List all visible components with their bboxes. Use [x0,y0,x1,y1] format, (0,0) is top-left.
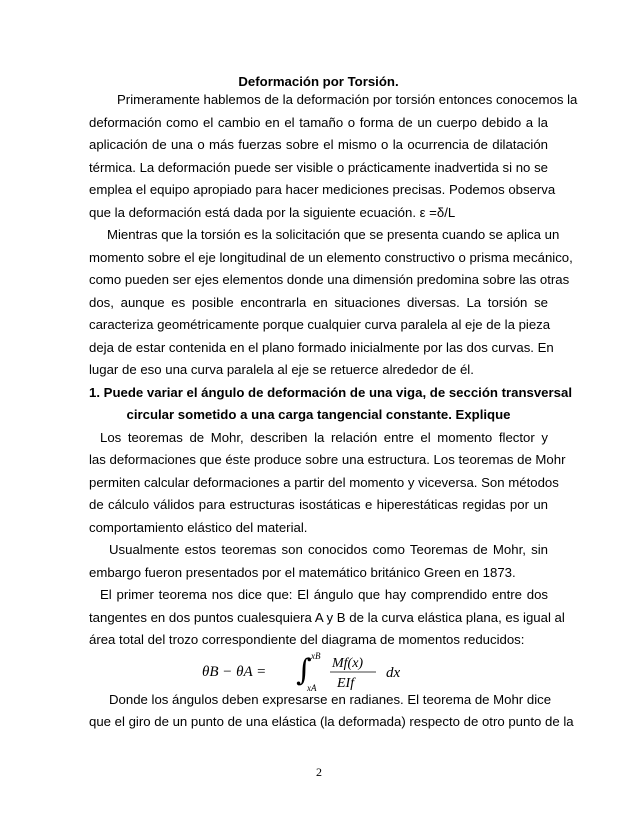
paragraph-line: momento sobre el eje longitudinal de un elemento constructivo o prisma mecánico, [89,250,573,265]
document-title: Deformación por Torsión. [238,74,399,89]
paragraph-line: El primer teorema nos dice que: El ángulo que hay comprendido entre dos [100,587,548,602]
paragraph-line: de cálculo válidos para estructuras isostáticas e hiperestáticas regidas por un [89,497,548,512]
paragraph-line: las deformaciones que éste produce sobre una estructura. Los teoremas de Mohr [89,452,566,467]
page-number: 2 [316,765,322,779]
paragraph-line: área total del trozo correspondiente del diagrama de momentos reducidos: [89,632,525,647]
paragraph-line: embargo fueron presentados por el matemático británico Green en 1873. [89,565,516,580]
question-heading: circular sometido a una carga tangencial constante. Explique [126,407,511,422]
question-heading: 1. Puede variar el ángulo de deformación de una viga, de sección transversal [89,385,572,400]
paragraph-line: aplicación de una o más fuerzas sobre el mismo o la ocurrencia de dilatación [89,137,548,152]
paragraph-line: emplea el equipo apropiado para hacer mediciones precisas. Podemos observa [89,182,556,197]
paragraph-line: que el giro de un punto de una elástica (la deformada) respecto de otro punto de la [89,714,574,729]
integral-sign-icon: ∫ [296,653,312,688]
formula-differential: dx [386,665,401,681]
integral-formula [200,650,440,692]
formula-numerator: Mf(x) [332,656,364,671]
formula-lower-limit: xA [307,683,317,692]
paragraph-line: caracteriza geométricamente porque cualquier curva paralela al eje de la pieza [89,317,551,332]
paragraph-line: lugar de eso una curva paralela al eje se retuerce alrededor de él. [89,362,474,377]
paragraph-line: Donde los ángulos deben expresarse en radianes. El teorema de Mohr dice [109,692,552,707]
paragraph-line: deja de estar contenida en el plano formado inicialmente por las dos curvas. En [89,340,554,355]
formula-lhs: θB − θA = [202,664,267,680]
paragraph-line: comportamiento elástico del material. [89,520,308,535]
paragraph-line: Primeramente hablemos de la deformación por torsión entonces conocemos la [117,92,578,107]
paragraph-line: Usualmente estos teoremas son conocidos como Teoremas de Mohr, sin [109,542,548,557]
paragraph-line: Los teoremas de Mohr, describen la relación entre el momento flector y [100,430,548,445]
paragraph-line: deformación como el cambio en el tamaño o forma de un cuerpo debido a la [89,115,548,130]
paragraph-line: tangentes en dos puntos cualesquiera A y B de la curva elástica plana, es igual al [89,610,565,625]
paragraph-line: térmica. La deformación puede ser visible o prácticamente inadvertida si no se [89,160,548,175]
paragraph-line: como pueden ser ejes elementos donde una dimensión predomina sobre las otras [89,272,570,287]
paragraph-line: Mientras que la torsión es la solicitación que se presenta cuando se aplica un [107,227,560,242]
paragraph-line: permiten calcular deformaciones a partir del momento y viceversa. Son métodos [89,475,559,490]
formula-upper-limit: xB [311,651,321,661]
paragraph-line: dos, aunque es posible encontrarla en situaciones diversas. La torsión se [89,295,548,310]
paragraph-line: que la deformación está dada por la siguiente ecuación. ε =δ/L [89,205,456,220]
formula-denominator: EIf [337,676,355,691]
